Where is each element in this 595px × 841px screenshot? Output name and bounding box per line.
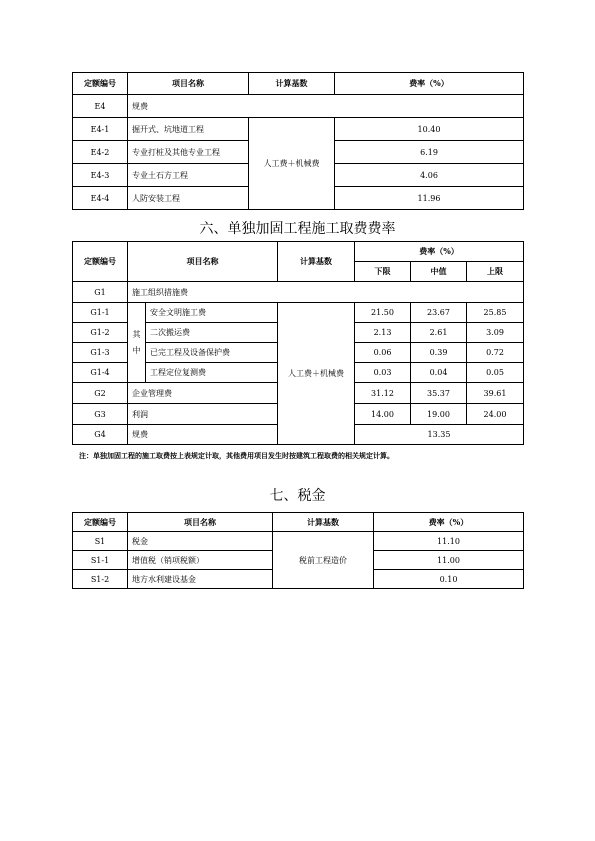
header-code: 定额编号 — [73, 513, 128, 532]
header-base: 计算基数 — [249, 73, 335, 95]
qizhong-label — [128, 303, 146, 383]
header-rate: 费率（%） — [335, 73, 524, 95]
row-high: 39.61 — [467, 383, 524, 404]
row-name: 地方水利建设基金 — [128, 570, 273, 589]
row-name: 专业打桩及其他专业工程 — [128, 141, 249, 164]
row-mid: 2.61 — [411, 323, 467, 343]
row-mid: 23.67 — [411, 303, 467, 323]
row-name: 掘开式、坑地道工程 — [128, 118, 249, 141]
row-code: E4-4 — [73, 187, 128, 210]
header-rate: 费率（%） — [374, 513, 524, 532]
row-mid: 0.39 — [411, 343, 467, 363]
row-rate: 6.19 — [335, 141, 524, 164]
row-name: 已完工程及设备保护费 — [146, 343, 278, 363]
footnote: 注：单独加固工程的施工取费按上表规定计取，其他费用项目发生时按建筑工程取费的相关规定计算。 — [79, 451, 394, 460]
header-rate: 费率（%） — [355, 242, 524, 262]
row-code: E4 — [73, 95, 128, 118]
row-rate: 10.40 — [335, 118, 524, 141]
calc-base: 人工费＋机械费 — [249, 118, 335, 210]
header-base: 计算基数 — [273, 513, 374, 532]
row-rate: 11.96 — [335, 187, 524, 210]
row-name: 规费 — [128, 425, 278, 445]
row-rate: 4.06 — [335, 164, 524, 187]
row-high: 25.85 — [467, 303, 524, 323]
header-mid: 中值 — [411, 262, 467, 282]
row-name: 规费 — [128, 95, 524, 118]
row-code: E4-3 — [73, 164, 128, 187]
header-name: 项目名称 — [128, 242, 278, 282]
row-code: G2 — [73, 383, 128, 404]
row-code: S1-1 — [73, 551, 128, 570]
row-low: 14.00 — [355, 404, 411, 425]
row-mid: 35.37 — [411, 383, 467, 404]
row-low: 0.03 — [355, 363, 411, 383]
row-name: 利润 — [128, 404, 278, 425]
header-code: 定额编号 — [73, 73, 128, 95]
row-high: 0.72 — [467, 343, 524, 363]
calc-base: 人工费＋机械费 — [278, 303, 355, 445]
row-code: G1 — [73, 282, 128, 303]
row-high: 3.09 — [467, 323, 524, 343]
row-name: 人防安装工程 — [128, 187, 249, 210]
row-code: G1-3 — [73, 343, 128, 363]
fee-table-g — [72, 241, 524, 445]
row-code: G1-1 — [73, 303, 128, 323]
row-code: S1-2 — [73, 570, 128, 589]
section-title-6: 六、单独加固工程施工取费费率 — [199, 221, 396, 237]
header-name: 项目名称 — [128, 73, 249, 95]
row-code: S1 — [73, 532, 128, 551]
row-low: 0.06 — [355, 343, 411, 363]
row-name: 增值税（销项税额） — [128, 551, 273, 570]
row-low: 2.13 — [355, 323, 411, 343]
qizhong-char-2: 中 — [132, 345, 141, 355]
section-title-7: 七、税金 — [269, 488, 326, 504]
header-code: 定额编号 — [73, 242, 128, 282]
row-code: G4 — [73, 425, 128, 445]
fee-table-e4 — [72, 72, 524, 210]
row-rate: 11.00 — [374, 551, 524, 570]
row-name: 安全文明施工费 — [146, 303, 278, 323]
tax-table — [72, 512, 524, 589]
row-name: 工程定位复测费 — [146, 363, 278, 383]
row-code: E4-2 — [73, 141, 128, 164]
row-name: 企业管理费 — [128, 383, 278, 404]
qizhong-char-1: 其 — [132, 329, 141, 339]
header-low: 下限 — [355, 262, 411, 282]
calc-base: 税前工程造价 — [273, 532, 374, 589]
row-high: 24.00 — [467, 404, 524, 425]
header-high: 上限 — [467, 262, 524, 282]
row-name: 施工组织措施费 — [128, 282, 524, 303]
row-low: 31.12 — [355, 383, 411, 404]
row-mid: 0.04 — [411, 363, 467, 383]
row-code: E4-1 — [73, 118, 128, 141]
row-high: 0.05 — [467, 363, 524, 383]
header-name: 项目名称 — [128, 513, 273, 532]
row-code: G3 — [73, 404, 128, 425]
row-name: 税金 — [128, 532, 273, 551]
row-name: 二次搬运费 — [146, 323, 278, 343]
row-rate: 0.10 — [374, 570, 524, 589]
row-code: G1-4 — [73, 363, 128, 383]
row-rate: 11.10 — [374, 532, 524, 551]
row-mid: 19.00 — [411, 404, 467, 425]
row-name: 专业土石方工程 — [128, 164, 249, 187]
row-low: 21.50 — [355, 303, 411, 323]
row-rate: 13.35 — [355, 425, 524, 445]
row-code: G1-2 — [73, 323, 128, 343]
header-base: 计算基数 — [278, 242, 355, 282]
